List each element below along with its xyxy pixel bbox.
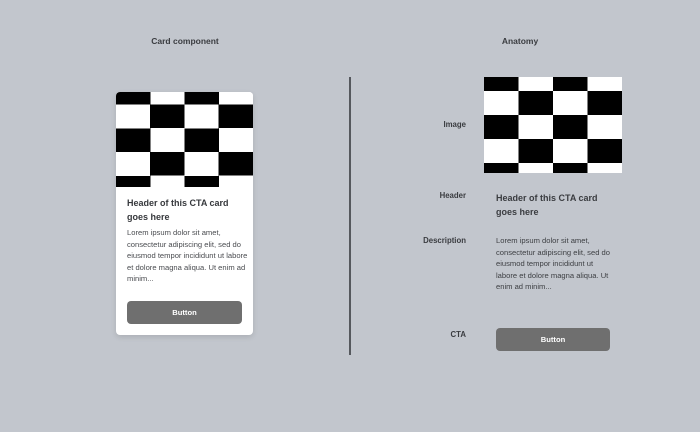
card-cta-button[interactable]: Button	[127, 301, 242, 324]
anatomy-label-cta: CTA	[450, 330, 466, 339]
card-header: Header of this CTA card goes here	[127, 198, 229, 222]
anatomy-label-description: Description	[423, 236, 466, 245]
cta-card	[116, 92, 253, 335]
card-image	[116, 92, 253, 187]
anatomy-label-image: Image	[443, 120, 466, 129]
card-component-title: Card component	[151, 36, 219, 46]
anatomy-label-header: Header	[439, 191, 466, 200]
anatomy-image	[484, 77, 622, 173]
anatomy-cta-button[interactable]: Button	[496, 328, 610, 351]
anatomy-title: Anatomy	[501, 36, 539, 46]
anatomy-description: Lorem ipsum dolor sit amet, consectetur adipiscing elit, sed do eiusmod tempor incididunt ut labore et dolore magna aliqua. Ut enim ad minim...	[496, 236, 610, 292]
section-divider	[349, 77, 351, 355]
anatomy-header: Header of this CTA card goes here	[496, 193, 598, 217]
card-description: Lorem ipsum dolor sit amet, consectetur adipiscing elit, sed do eiusmod tempor incididunt ut labore et dolore magna aliqua. Ut enim ad minim...	[127, 228, 248, 284]
